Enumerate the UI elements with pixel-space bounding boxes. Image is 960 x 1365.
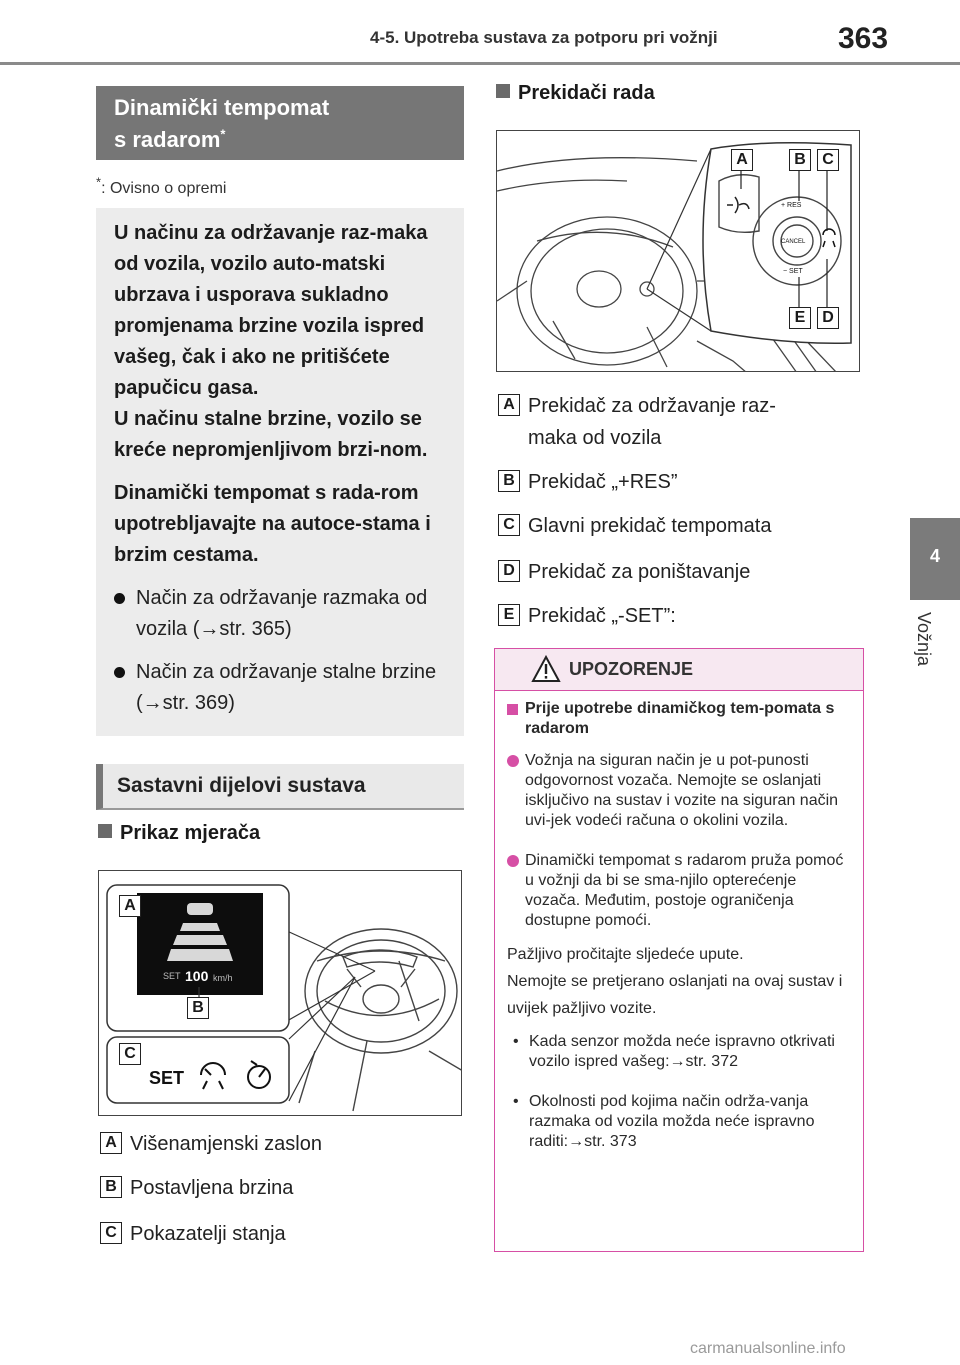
intro-box	[96, 208, 464, 736]
warning-bullet-1: Vožnja na siguran način je u pot-punosti odgovornost vozača. Nemojte se oslanjati isključivo na sustav i vozite na siguran način uvi-jek vodeći računa o okolini vozila.	[507, 751, 855, 831]
chapter-tab	[910, 518, 960, 600]
legend-letter-c: C	[100, 1222, 122, 1244]
subheading-switches	[496, 82, 655, 105]
section-heading-mark: *	[220, 126, 226, 142]
legend-text-c: Glavni prekidač tempomata	[528, 515, 772, 537]
section-heading-line1: Dinamički tempomat	[114, 95, 330, 120]
warning-paragraph-2: Nemojte se pretjerano oslanjati na ovaj sustav i uvijek pažljivo vozite.	[507, 973, 843, 1017]
warning-paragraph-1: Pažljivo pročitajte sljedeće upute.	[507, 946, 744, 963]
warning-bullet-2: Dinamički tempomat s radarom pruža pomoć u vožnji da bi se sma-njilo opterećenje vozača. Međutim, postoje ograničenja dostupne pomoći.	[507, 851, 855, 931]
running-header-title: 4-5. Upotreba sustava za potporu pri vožnji	[370, 28, 718, 47]
legend-text-b: Prekidač „+RES”	[528, 471, 678, 493]
cancel-label: CANCEL	[781, 239, 806, 245]
warning-box	[494, 648, 864, 1252]
legend-text-b: Postavljena brzina	[130, 1177, 294, 1199]
callout-d: D	[817, 307, 839, 329]
legend-letter-e: E	[498, 604, 520, 626]
footnote	[96, 174, 227, 198]
meter-figure	[98, 870, 462, 1116]
legend-text-c: Pokazatelji stanja	[130, 1223, 286, 1245]
switches-figure	[496, 130, 860, 372]
legend-letter-b: B	[498, 470, 520, 492]
chapter-label: Vožnja	[914, 612, 934, 667]
callout-c: C	[817, 149, 839, 171]
callout-e: E	[789, 307, 811, 329]
chapter-label-wrap	[912, 612, 956, 702]
legend-text-a: Višenamjenski zaslon	[130, 1133, 322, 1155]
section-heading-components: Sastavni dijelovi sustava	[96, 764, 464, 810]
legend-text-e: Prekidač „-SET”:	[528, 605, 676, 627]
warning-body	[507, 699, 855, 1152]
warning-header	[495, 649, 863, 691]
warning-triangle-icon	[531, 655, 561, 683]
warning-title: UPOZORENJE	[569, 659, 694, 679]
set-label: − SET	[783, 268, 803, 275]
square-bullet-icon	[98, 824, 112, 838]
intro-paragraph-1: U načinu za održavanje raz-maka od vozila, vozilo auto-matski ubrzava i usporava sukladno promjenama brzine vozila ispred vašeg, čak i ako ne pritišćete papučicu gasa.	[114, 222, 428, 399]
warning-dot-1: • Kada senzor možda neće ispravno otkrivati vozilo ispred vašeg:→str. 372	[507, 1032, 855, 1072]
header-rule	[0, 62, 960, 65]
footnote-mark: *	[96, 174, 102, 190]
section-heading-line2: s radarom	[114, 127, 221, 152]
subheading-switches-text: Prekidači rada	[518, 82, 655, 104]
legend-text-a-line2: maka od vozila	[528, 427, 662, 449]
display-set-text: SET	[163, 971, 181, 981]
legend-text-a-line1: Prekidač za održavanje raz-	[528, 395, 776, 417]
legend-letter-a: A	[100, 1132, 122, 1154]
chapter-number: 4	[929, 546, 940, 566]
callout-b: B	[789, 149, 811, 171]
status-set-text: SET	[149, 1068, 185, 1088]
legend-letter-d: D	[498, 560, 520, 582]
footnote-text: : Ovisno o opremi	[101, 180, 227, 197]
legend-letter-b: B	[100, 1176, 122, 1198]
section-heading-tempomat	[96, 86, 464, 160]
display-speed-text: 100	[185, 968, 209, 984]
page-number: 363	[838, 22, 889, 55]
subheading-meter-text: Prikaz mjerača	[120, 822, 261, 844]
callout-a: A	[731, 149, 753, 171]
display-unit-text: km/h	[213, 973, 233, 983]
watermark: carmanualsonline.info	[690, 1340, 846, 1357]
res-label: + RES	[781, 202, 802, 209]
section-heading-line2-wrap	[114, 124, 446, 156]
callout-c: C	[119, 1043, 141, 1065]
intro-paragraph-2: U načinu stalne brzine, vozilo se kreće nepromjenljivom brzi-nom.	[114, 408, 428, 461]
square-bullet-icon	[496, 84, 510, 98]
warning-subheading: Prije upotrebe dinamičkog tem-pomata s radarom	[507, 699, 855, 739]
subheading-meter	[98, 822, 260, 845]
intro-bullet-2: Način za održavanje stalne brzine (→str. 369)	[114, 657, 446, 719]
callout-a: A	[119, 895, 141, 917]
legend-letter-c: C	[498, 514, 520, 536]
callout-b: B	[187, 997, 209, 1019]
meter-illustration	[99, 871, 462, 1116]
legend-text-d: Prekidač za poništavanje	[528, 561, 751, 583]
legend-letter-a: A	[498, 394, 520, 416]
intro-paragraph-3: Dinamički tempomat s rada-rom upotrebljavajte na autoce-stama i brzim cestama.	[114, 482, 431, 566]
warning-dot-2: • Okolnosti pod kojima način održa-vanja razmaka od vozila možda neće ispravno raditi:→str. 373	[507, 1092, 855, 1152]
intro-bullet-1: Način za održavanje razmaka od vozila (→str. 365)	[114, 583, 446, 645]
